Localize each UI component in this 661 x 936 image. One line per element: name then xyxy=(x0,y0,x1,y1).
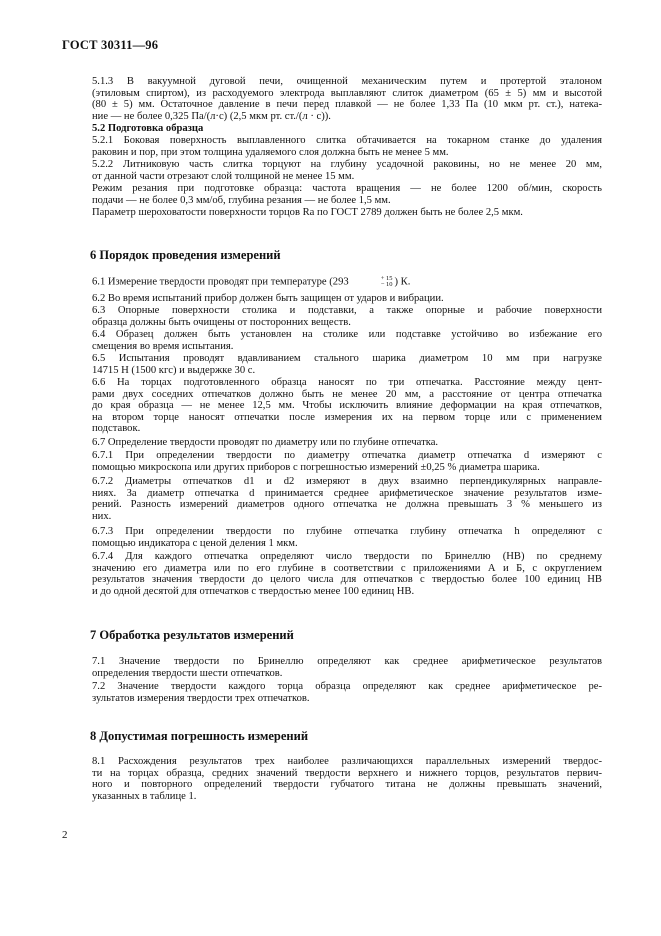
paragraph-text xyxy=(62,551,602,597)
text-line: 8.1 Расхождения результатов трех наиболее различающихся параллельных измерений твердос- xyxy=(92,756,602,767)
text-line: 6.7.1 При определении твердости по диаметру отпечатка диаметр отпечатка d измеряют с xyxy=(92,450,602,461)
paragraph-text xyxy=(62,353,602,376)
text-line: 5.2.2 Литниковую часть слитка торцуют на глубину усадочной раковины, но не менее 20 мм, xyxy=(92,159,602,170)
subsection-title: 5.2 Подготовка образца xyxy=(92,123,204,134)
paragraph-text xyxy=(62,76,602,122)
tolerance-upper: + 15 xyxy=(380,275,393,282)
text-line: них. xyxy=(92,510,112,522)
text-line: 6.3 Опорные поверхности столика и подставки, а также опорные и рабочие поверхности xyxy=(92,305,602,316)
text-line: раковин и пор, при этом толщина удаляемого слоя должна быть не менее 5 мм. xyxy=(92,146,449,158)
text-line: Режим резания при подготовке образца: частота вращения — не более 1200 об/мин, скорость xyxy=(92,183,602,194)
text-line: 6.5 Испытания проводят вдавливанием стального шарика диаметром 10 мм при нагрузке xyxy=(92,353,602,364)
paragraph-text xyxy=(62,135,602,158)
text-line: до края образца — не менее 12,5 мм. Чтобы исключить влияние деформации на края отпечатков, xyxy=(92,400,602,412)
subsection-5-2 xyxy=(62,123,602,135)
text-line: ного и повторного определений твердости губчатого титана не должны превышать значений, xyxy=(92,779,602,791)
paragraph-text xyxy=(62,207,602,219)
paragraph-5-2-2 xyxy=(62,159,602,182)
text-line: указанных в таблице 1. xyxy=(92,790,197,802)
text-line: 6.7.4 Для каждого отпечатка определяют число твердости по Бринеллю (НВ) по среднему xyxy=(92,551,602,562)
text-line: зультатов измерения твердости трех отпечатков. xyxy=(92,692,310,704)
paragraph-text xyxy=(62,437,602,449)
text-line: 6.7 Определение твердости проводят по диаметру или по глубине отпечатка. xyxy=(92,437,439,448)
paragraph-5-2-1 xyxy=(62,135,602,158)
paragraph-6-7-3 xyxy=(62,526,602,549)
text-line: Параметр шероховатости поверхности торцов Ra по ГОСТ 2789 должен быть не более 2,5 мкм. xyxy=(92,207,523,218)
paragraph-8-1 xyxy=(62,756,602,802)
paragraph-6-7-1 xyxy=(62,450,602,473)
page-number: 2 xyxy=(62,829,68,841)
paragraph-text xyxy=(62,377,602,435)
paragraph-6-7-2 xyxy=(62,476,602,522)
section-6-title: 6 Порядок проведения измерений xyxy=(90,248,281,262)
section-7-title: 7 Обработка результатов измерений xyxy=(90,628,294,642)
document-header: ГОСТ 30311—96 xyxy=(62,38,159,52)
paragraph-6-7 xyxy=(62,437,602,449)
text-fragment: 6.1 Измерение твердости проводят при температуре (293 xyxy=(92,276,349,288)
paragraph-text xyxy=(62,159,602,182)
paragraph-text xyxy=(62,293,602,305)
paragraph-6-3 xyxy=(62,305,602,328)
text-line: 7.2 Значение твердости каждого торца образца определяют как среднее арифметическое ре- xyxy=(92,681,602,692)
text-line: ние — не более 0,325 Па/(л·с) (2,5 мкм рт. ст./(л · с)). xyxy=(92,110,331,122)
temperature-tolerance xyxy=(351,276,393,288)
text-line: рами двух соседних отпечатков должно быть не менее 20 мм, а расстояние от центра отпечатка xyxy=(92,388,602,400)
text-fragment: ) К. xyxy=(394,276,411,288)
text-line: (80 ± 5) мм. Остаточное давление в печи перед плавкой — не более 1,33 Па (10 мкм рт. ст.), натека- xyxy=(92,99,602,111)
paragraph-text xyxy=(62,329,602,352)
text-line: 6.7.2 Диаметры отпечатков d1 и d2 измеряют в двух взаимно перпендикулярных направле- xyxy=(92,476,602,487)
paragraph-cutting-mode xyxy=(62,183,602,206)
text-line: результатов значения твердости до целого числа для отпечатков с твердостью более 100 единиц НВ xyxy=(92,574,602,586)
paragraph-text xyxy=(62,681,602,704)
paragraph-text xyxy=(62,276,602,288)
paragraph-6-7-4 xyxy=(62,551,602,597)
text-line: значению его диаметра или по его глубине в соответствии с приложениями А и Б, с округлением xyxy=(92,562,602,574)
text-line: 6.6 На торцах подготовленного образца наносят по три отпечатка. Расстояние между цент- xyxy=(92,377,602,388)
paragraph-6-2 xyxy=(62,293,602,305)
text-line: подачи — не более 0,3 мм/об, глубина резания — не более 1,5 мм. xyxy=(92,194,391,206)
text-line: ти на торцах образца, средних значений твердости верхнего и нижнего торцов, результатов первич- xyxy=(92,767,602,779)
paragraph-text xyxy=(62,305,602,328)
text-line: 5.2.1 Боковая поверхность выплавленного слитка обтачивается на токарном станке до удаления xyxy=(92,135,602,146)
text-line: определения твердости шести отпечатков. xyxy=(92,667,283,679)
paragraph-text xyxy=(62,183,602,206)
paragraph-6-1 xyxy=(62,276,602,288)
paragraph-roughness xyxy=(62,207,602,219)
text-line: 14715 Н (1500 кгс) и выдержке 30 с. xyxy=(92,364,256,376)
text-line: 6.7.3 При определении твердости по глубине отпечатка глубину отпечатка h определяют с xyxy=(92,526,602,537)
text-line: образца должны быть очищены от посторонних веществ. xyxy=(92,316,351,328)
text-line: 5.1.3 В вакуумной дуговой печи, очищенной механическим путем и протертой эталоном xyxy=(92,76,602,87)
paragraph-text xyxy=(62,756,602,802)
text-line: от данной части отрезают слой толщиной не менее 15 мм. xyxy=(92,170,355,182)
paragraph-6-5 xyxy=(62,353,602,376)
text-line: 6.2 Во время испытаний прибор должен быть защищен от ударов и вибрации. xyxy=(92,293,444,304)
paragraph-text xyxy=(62,476,602,522)
text-line: подставок. xyxy=(92,423,141,435)
text-line: смещения во время испытания. xyxy=(92,340,234,352)
text-line: ниях. За диаметр отпечатка d принимается среднее арифметическое значение результатов изме- xyxy=(92,487,602,499)
text-line: помощью микроскопа или других приборов с погрешностью измерений ±0,25 % диаметра шарика. xyxy=(92,461,540,473)
text-line: помощью индикатора с ценой деления 1 мкм. xyxy=(92,537,298,549)
paragraph-5-1-3 xyxy=(62,76,602,122)
paragraph-text xyxy=(62,450,602,473)
tolerance-lower: − 10 xyxy=(380,281,393,288)
section-8-title: 8 Допустимая погрешность измерений xyxy=(90,729,309,743)
text-line: на втором торце наносят отпечатки после измерения их на первом торце или с применением xyxy=(92,411,602,423)
paragraph-7-2 xyxy=(62,681,602,704)
text-line: рений. Разность измерений диаметров одного отпечатка не должна превышать 3 % меньшего из xyxy=(92,499,602,511)
paragraph-text xyxy=(62,526,602,549)
paragraph-6-4 xyxy=(62,329,602,352)
text-line: (этиловым спиртом), из расходуемого электрода выплавляют слиток диаметром (65 ± 5) мм и высотой xyxy=(92,87,602,99)
text-line: и до одной десятой для отпечатков с твердостью менее 100 единиц НВ. xyxy=(92,585,415,597)
text-line: 6.4 Образец должен быть установлен на столике или подставке устойчиво во избежание его xyxy=(92,329,602,340)
text-line: 7.1 Значение твердости по Бринеллю определяют как среднее арифметическое результатов xyxy=(92,656,602,667)
paragraph-text xyxy=(62,656,602,679)
paragraph-6-6 xyxy=(62,377,602,435)
paragraph-7-1 xyxy=(62,656,602,679)
